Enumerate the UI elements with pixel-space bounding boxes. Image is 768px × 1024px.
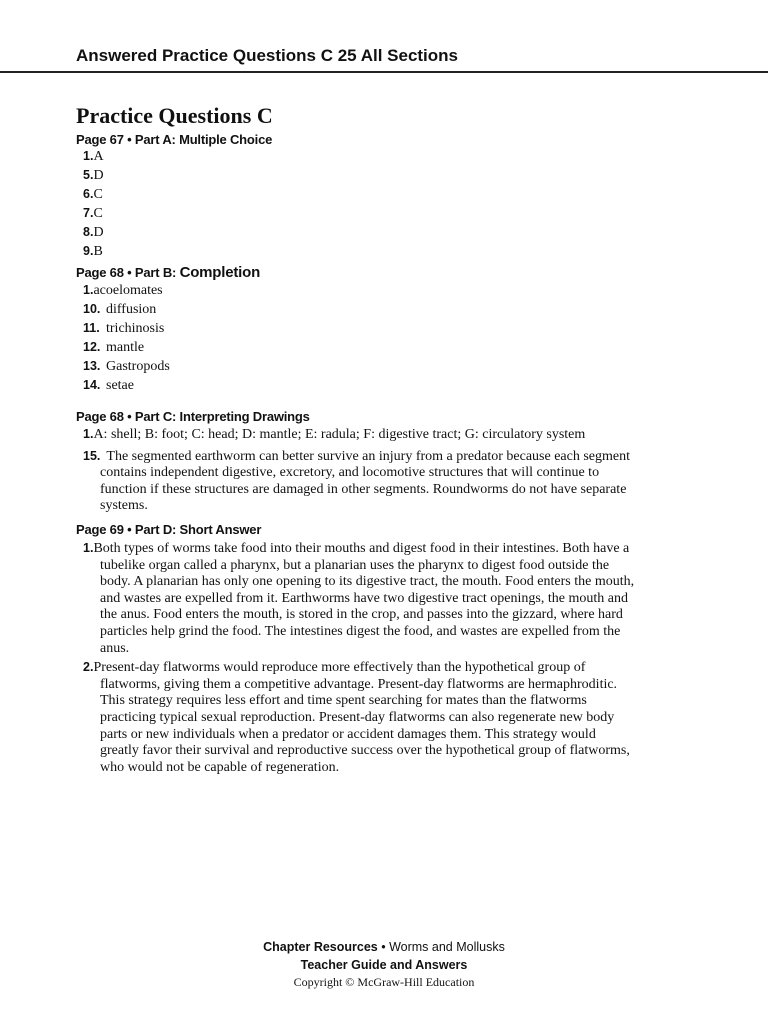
item-answer: Present-day flatworms would reproduce more effectively than the hypothetical group of flatworms, giving them a competitive advantage. Present-day flatworms are hermaphroditic. This strategy requires less effort and time spent searching for mates than the flatworms practicing typical sexual reproduction. Present-day flatworms can also regenerate new body parts or new individuals when a predator or accident damages them. This strategy would greatly favor their survival and reproductive success over the hypothetical group of flatworms, who would not be capable of regeneration.: [93, 660, 630, 775]
item-number: 6.: [83, 187, 94, 201]
item-number: 13.: [83, 359, 101, 373]
item-answer: A: shell; B: foot; C: head; D: mantle; E: radula; F: digestive tract; G: circulatory system: [93, 427, 586, 442]
item-answer: The segmented earthworm can better survive an injury from a predator because each segment contains independent digestive, excretory, and locomotive structures that will continue to function if these structures are damaged in other segments. Roundworms do not have separate systems.: [100, 448, 631, 514]
list-item: [76, 242, 636, 261]
footer-topic: Worms and Mollusks: [389, 940, 505, 954]
item-number: 9.: [83, 244, 94, 258]
list-item: [76, 147, 636, 166]
footer-chapter-resources: [0, 940, 768, 954]
item-number: 5.: [83, 168, 94, 182]
document-header-title: Answered Practice Questions C 25 All Sections: [76, 46, 459, 65]
part-c-list: [76, 426, 636, 515]
list-item: [76, 185, 636, 204]
list-item: [83, 426, 636, 444]
item-number: 10.: [83, 302, 101, 316]
item-answer: Both types of worms take food into their mouths and digest food in their intestines. Both have a tubelike organ called a pharynx, but a planarian uses the pharynx to digest food outside the body. A planarian has only one opening to its digestive tract, the mouth. Food enters the mouth, and wastes are expelled from it. Earthworms have two digestive tract openings, the mouth and the anus. Food enters the mouth, is stored in the crop, and passes into the gizzard, where hard particles help grind the food. The intestines digest the food, and wastes are expelled from the anus.: [93, 540, 635, 656]
item-answer: C: [93, 187, 103, 202]
list-item: [76, 223, 636, 242]
part-a-heading: Page 67 • Part A: Multiple Choice: [76, 132, 273, 147]
item-answer: setae: [106, 378, 134, 393]
footer-separator: •: [377, 940, 390, 954]
item-number: 15.: [83, 448, 101, 463]
part-c-heading: Page 68 • Part C: Interpreting Drawings: [76, 409, 310, 424]
part-b-heading-prefix: Page 68 • Part B:: [76, 265, 180, 280]
item-number: 7.: [83, 206, 94, 220]
main-content: [76, 100, 636, 776]
list-item: [76, 319, 636, 338]
item-number: 11.: [83, 321, 100, 335]
list-item: [76, 338, 636, 357]
part-d-heading: Page 69 • Part D: Short Answer: [76, 521, 262, 537]
item-answer: Gastropods: [106, 359, 170, 374]
item-number: 2.: [83, 660, 94, 675]
header-rule: [0, 71, 768, 73]
item-answer: D: [93, 225, 104, 240]
list-item: [76, 376, 636, 395]
list-item: [76, 300, 636, 319]
part-b-heading-word: Completion: [179, 264, 261, 281]
item-answer: mantle: [106, 340, 145, 355]
item-answer: C: [93, 206, 103, 221]
footer-copyright: Copyright © McGraw-Hill Education: [293, 975, 475, 989]
item-answer: B: [93, 244, 103, 259]
list-item: [76, 281, 636, 300]
part-b-heading: [76, 264, 636, 281]
list-item: [76, 166, 636, 185]
list-item: [76, 204, 636, 223]
list-item: [83, 540, 636, 657]
item-number: 12.: [83, 340, 101, 354]
list-item: [76, 357, 636, 376]
list-item: [83, 659, 636, 776]
item-number: 1.: [83, 540, 94, 555]
footer-resources-label: Chapter Resources: [263, 940, 378, 954]
item-answer: acoelomates: [93, 283, 163, 298]
footer-guide: Teacher Guide and Answers: [300, 958, 468, 972]
item-number: 14.: [83, 378, 101, 392]
list-item: [83, 448, 636, 515]
item-answer: A: [93, 149, 104, 164]
item-number: 1.: [83, 283, 94, 297]
item-number: 1.: [83, 149, 94, 163]
item-number: 1.: [83, 427, 94, 441]
item-number: 8.: [83, 225, 94, 239]
page-title: Practice Questions C: [76, 103, 273, 128]
item-answer: diffusion: [106, 302, 157, 317]
part-b-list: [76, 281, 636, 395]
part-a-list: [76, 147, 636, 261]
item-answer: trichinosis: [106, 321, 165, 336]
item-answer: D: [93, 168, 104, 183]
part-d-list: [76, 540, 636, 776]
